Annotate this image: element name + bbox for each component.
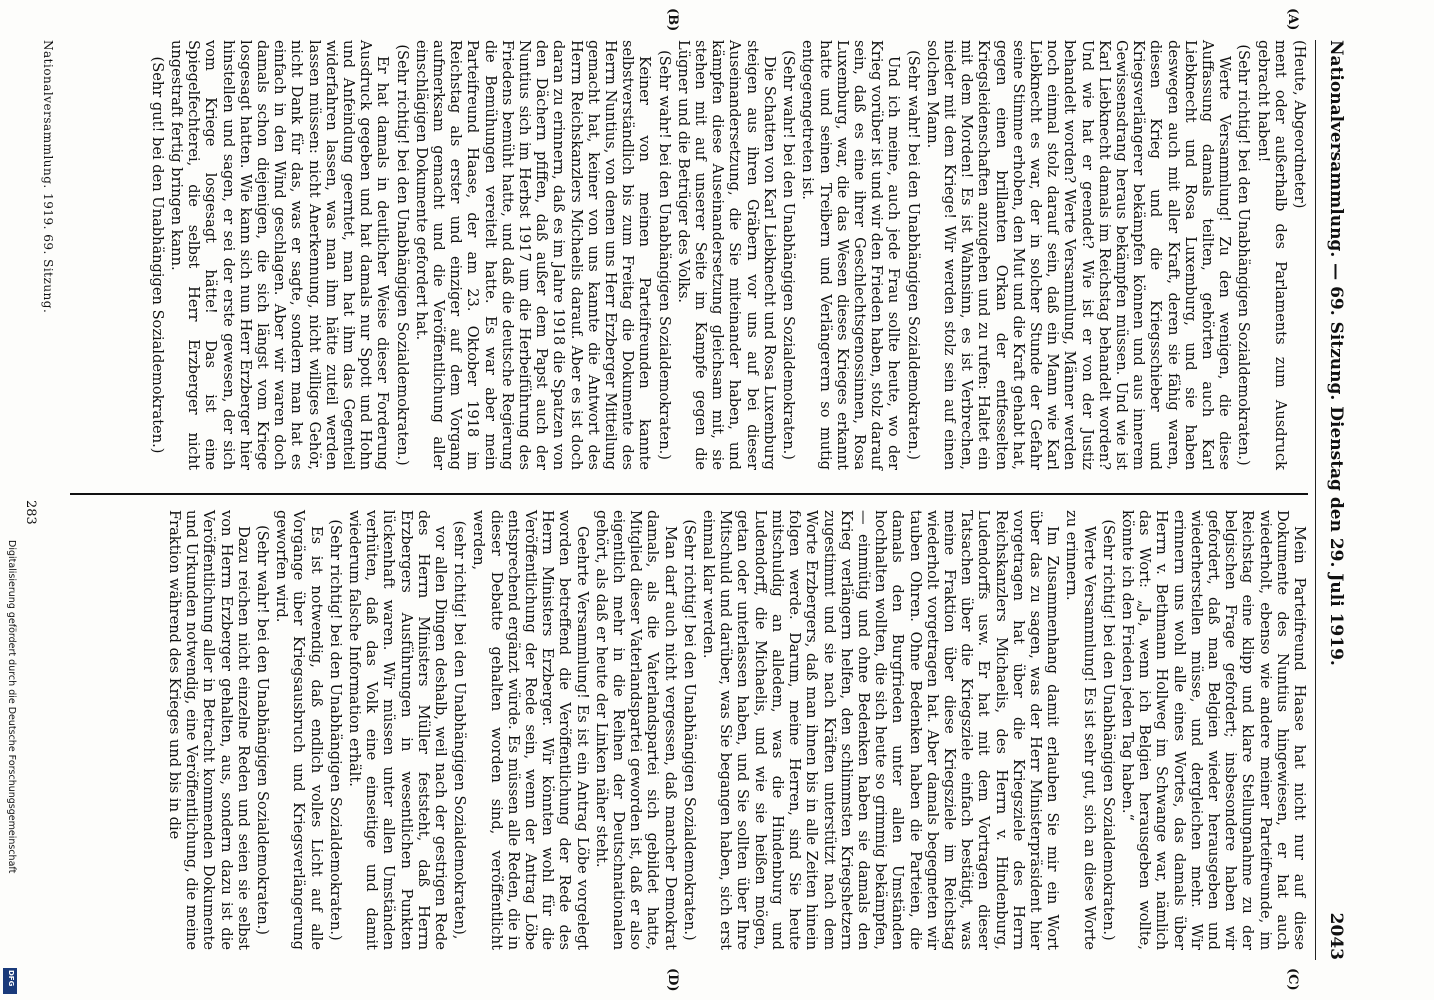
- margin-marker-c: (C): [1285, 968, 1300, 991]
- digitization-credit: [0, 540, 22, 1000]
- footer-session: Nationalversammlung. 1919. 69. Sitzung.: [41, 40, 55, 314]
- paragraph: Geehrte Versammlung! Es ist ein Antrag Löbe vorgelegt worden betreffend die Veröffentlichung der Rede des Herrn Ministers Erzberger. Wir könnten wohl für die Veröffentlichung der Rede sein, wenn der Antrag Löbe entsprechend ergänzt würde. Es müssen alle Reden, die in dieser Debatte gehalten worden sind, veröffentlicht werden,: [470, 510, 591, 950]
- margin-marker-b: (B): [665, 8, 680, 32]
- left-column: [147, 40, 1308, 470]
- paragraph: Im Zusammenhang damit erlauben Sie mir ein Wort über das zu sagen, was der Herr Ministerpräsident hier vorgetragen hat über die Kriegsziele des Herrn Reichskanzlers Michaelis, des Herrn v. Hindenburg, Ludendorffs usw. Er hat mit dem Vortragen dieser Tatsachen über die Kriegsziele einfach bestätigt, was meine Fraktion über diese Kriegsziele im Reichstag wiederholt vorgetragen hat. Aber damals begegneten wir tauben Ohren. Ohne Bedenken haben die Parteien, die damals den Burgfrieden unter allen Umständen hochhalten wollten, die sich heute so grimmig bekämpfen, — einmütig und ohne Bedenken haben sie damals den Krieg verlängern helfen, den schlimmsten Kriegshetzern zugestimmt und sie nach Kräften unterstützt nach dem Worte Erzbergers, daß man ihnen bis in alle Zeiten hinein folgen werde. Darum, meine Herren, sind Sie heute mitschuldig an alledem, was die Hindenburg und Ludendorff, die Michaelis, und wie sie heißen mögen, getan oder unterlassen haben, und Sie sollten über Ihre Mitschuld und darüber, was Sie begangen haben, sich erst einmal klar werden.: [700, 510, 1062, 950]
- paragraph: ment oder außerhalb des Parlaments zum Ausdruck gebracht haben!: [1254, 40, 1289, 470]
- footer-page-number: 283: [23, 500, 38, 525]
- paragraph: Keiner von meinen Parteifreunden kannte selbstverständlich bis zum Freitag die Dokumente des Herrn Nuntius, von denen uns Herr Erzberger Mitteilung gemacht hat, keiner von uns kannte die Antwort des Herrn Reichskanzlers Michaelis darauf. Aber es ist doch daran zu erinnern, daß es im Jahre 1918 die Spatzen von den Dächern pfiffen, daß außer dem Papst auch der Nuntius sich im Herbst 1917 um die Herbeiführung des Friedens bemüht hatte, und daß die deutsche Regierung die Bemühungen vereitelt hatte. Es war aber mein Parteifreund Haase, der am 23. Oktober 1918 im Reichstag als erster und einziger auf dem Vorgang aufmerksam gemacht und die Veröffentlichung aller einschlägigen Dokumente gefordert hat.: [412, 40, 654, 470]
- interjection: (Sehr gut! bei den Unabhängigen Sozialdemokraten.): [148, 56, 166, 454]
- interjection: (Sehr richtig! bei den Unabhängigen Sozialdemokraten.): [680, 519, 698, 941]
- interjection: (Sehr wahr! bei den Unabhängigen Sozialdemokraten.): [904, 50, 922, 460]
- interjection: (Sehr wahr! bei den Unabhängigen Sozialdemokraten.): [254, 525, 272, 935]
- paragraph: Und ich meine, auch jede Frau sollte heute, wo der Krieg vorüber ist und wir den Frieden haben, stolz darauf sein, daß es eine ihrer Geschlechtsgenossinnen, Rosa Luxemburg, war, die das Wesen dieses Krieges erkannt hatte und seinen Treibern und Verlängerern so mutig entgegengetreten ist.: [799, 40, 903, 470]
- interjection: (Sehr richtig! bei den Unabhängigen Sozialdemokraten.): [393, 44, 411, 466]
- right-column: [164, 510, 1308, 950]
- interjection: (Sehr richtig! bei den Unabhängigen Sozialdemokraten.): [1235, 44, 1253, 466]
- paragraph: Es ist notwendig, daß endlich volles Licht auf alle Vorgänge über Kriegsausbruch und Kriegsverlängerung geworfen wird.: [273, 510, 325, 950]
- page-number: 2043: [1326, 912, 1346, 960]
- running-header: [1318, 40, 1346, 960]
- column-divider: [70, 493, 1308, 495]
- margin-marker-d: (D): [665, 968, 680, 992]
- paragraph: Man darf auch nicht vergessen, daß mancher Demokrat damals, als die Vaterlandspartei sich gebildet hatte, Mitglied dieser Vaterlandspartei geworden ist, daß er also eigentlich mehr in die Reihen der Deutschnationalen gehört, als daß er heute der Linken näher steht.: [592, 510, 679, 950]
- credit-text: Digitalisierung gefördert durch die Deutsche Forschungsgemeinschaft: [6, 540, 17, 874]
- paragraph: vor allen Dingen deshalb, weil nach der gestrigen Rede des Herrn Ministers Müller feststeht, daß Herrn Erzbergers Ausführungen in wesentlichen Punkten lückenhaft waren. Wir müssen unter allen Umständen verhüten, daß das Volk eine einseitige und damit wiederum falsche Information erhält.: [346, 510, 450, 950]
- paragraph: Mein Parteifreund Haase hat nicht nur auf diese Dokumente des Nuntius hingewiesen, er hat auch wiederholt, ebenso wie andere meiner Parteifreunde, im Reichstag eine klipp und klare Stellungnahme zu der belgischen Frage gefordert; insbesondere haben wir gefordert, daß man Belgien wieder herausgeben und wiederherstellen müsse, und dergleichen mehr. Wir erinnern uns wohl alle eines Wortes, das damals über Herrn v. Bethmann Hollweg im Schwange war, nämlich das Wort: „Ja, wenn ich Belgien herausgeben wollte, könnte ich den Frieden jeden Tag haben.“: [1118, 510, 1308, 950]
- margin-marker-a: (A): [1285, 8, 1300, 31]
- interjection: (Sehr richtig! bei den Unabhängigen Sozialdemokraten.): [326, 519, 344, 941]
- paragraph: (Heute, Abgeordneter): [1291, 40, 1308, 209]
- paragraph: Dazu reichen nicht einzelne Reden und seien sie selbst von Herrn Erzberger gehalten, aus, sondern dazu ist die Veröffentlichung aller in Betracht kommenden Dokumente und Urkunden notwendig, eine Veröffentlichung, die meine Fraktion während des Krieges und bis in die: [166, 510, 252, 950]
- paragraph: Werte Versammlung! Zu den wenigen, die diese Auffassung damals teilten, gehörten auch Karl Liebknecht und Rosa Luxemburg, und sie haben deswegen auch mit aller Kraft, deren sie fähig waren, diesen Krieg und die Kriegsschieber und Kriegsverlängerer bekämpfen können und aus innerem Gewissensdrang heraus bekämpfen müssen. Und wie ist Karl Liebknecht damals im Reichstag behandelt worden? Und wie hat er geendet? Wie ist er von der Justiz behandelt worden? Werte Versammlung, Männer werden noch einmal stolz darauf sein, daß ein Mann wie Karl Liebknecht es war, der in solcher Stunde der Gefahr seine Stimme erhoben, den Mut und die Kraft gehabt hat, gegen einen brillanten Orkan der entfesselten Kriegsleidenschaften anzugehen und zu rufen: Haltet ein mit dem Morden! Es ist Wahnsinn, es ist Verbrechen, nieder mit dem Kriege! Wir werden stolz sein auf einen solchen Mann.: [923, 40, 1234, 470]
- interjection: (Sehr wahr! bei den Unabhängigen Sozialdemokraten.): [780, 50, 798, 460]
- dfg-logo-text: DFG: [7, 970, 15, 987]
- interjection: (Sehr wahr! bei den Unabhängigen Sozialdemokraten.): [655, 50, 673, 460]
- paragraph: Werte Versammlung! Es ist sehr gut, sich an diese Worte zu erinnern.: [1063, 510, 1098, 950]
- paragraph: Die Schatten von Karl Liebknecht und Rosa Luxemburg steigen aus ihren Gräbern vor uns auf bei dieser Auseinandersetzung, die Sie miteinander haben, und kämpfen diese Auseinandersetzung gleichsam mit, sie stehen mit auf unserer Seite im Kampfe gegen die Lügner und die Betrüger des Volks.: [674, 40, 778, 470]
- dfg-logo: [3, 968, 17, 994]
- header-rule: [1315, 40, 1316, 960]
- header-title: Nationalversammlung. — 69. Sitzung. Dienstag den 29. Juli 1919.: [1326, 40, 1346, 666]
- interjection: (Sehr richtig! bei den Unabhängigen Sozialdemokraten.): [1099, 519, 1117, 941]
- paragraph: Er hat damals in deutlicher Weise dieser Forderung Ausdruck gegeben und hat damals nur Spott und Hohn und Anfeindung geerntet, man hat ihm das Gegenteil widerfahren lassen, was man ihm hätte zuteil werden lassen müssen: nicht Anerkennung, nicht williges Gehör, nicht Dank für das, was er sagte, sondern man hat es einfach in den Wind geschlagen. Aber wir waren doch damals schon diejenigen, die sich längst vom Kriege losgesagt hatten. Wie kann sich nun Herr Erzberger hier hinstellen und sagen, er sei der erste gewesen, der sich vom Kriege losgesagt hätte! Das ist eine Spiegelfechterei, die selbst Herr Erzberger nicht ungestraft fertig bringen kann.: [168, 40, 392, 470]
- interjection: (sehr richtig! bei den Unabhängigen Sozialdemokraten),: [451, 520, 469, 940]
